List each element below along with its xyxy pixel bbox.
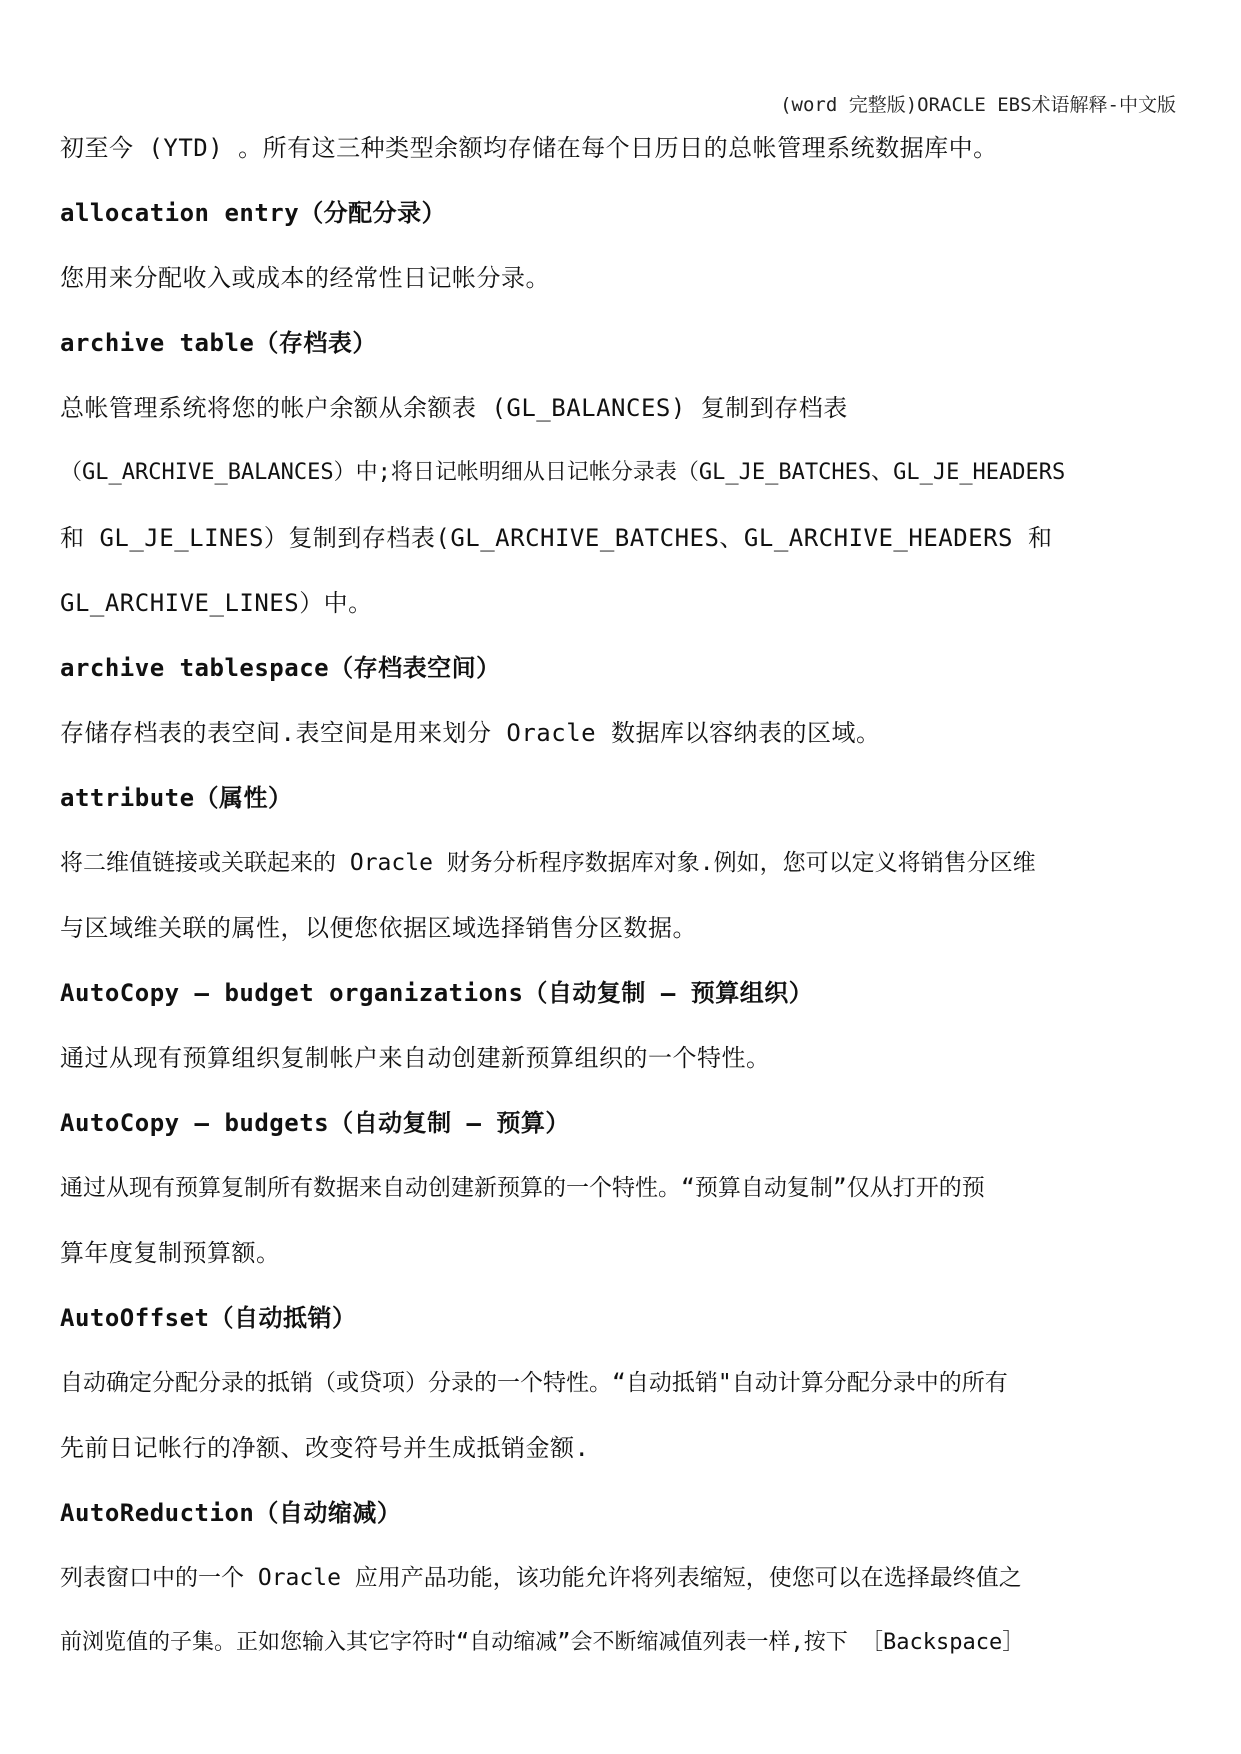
term-heading: archive table（存档表） — [60, 329, 377, 357]
term-heading: AutoOffset（自动抵销） — [60, 1304, 357, 1332]
paragraph-line: 总帐管理系统将您的帐户余额从余额表 (GL_BALANCES) 复制到存档表 — [60, 394, 848, 422]
paragraph-line: 将二维值链接或关联起来的 Oracle 财务分析程序数据库对象.例如，您可以定义将销售分区维 — [60, 850, 1036, 876]
term-heading: AutoCopy – budgets（自动复制 – 预算） — [60, 1109, 570, 1137]
paragraph-line: 通过从现有预算复制所有数据来自动创建新预算的一个特性。“预算自动复制”仅从打开的预 — [60, 1175, 985, 1201]
term-heading: AutoReduction（自动缩减） — [60, 1499, 402, 1527]
page-header: (word 完整版)ORACLE EBS术语解释-中文版 — [780, 94, 1176, 116]
term-heading: archive tablespace（存档表空间） — [60, 654, 501, 682]
paragraph-line: 前浏览值的子集。正如您输入其它字符时“自动缩减”会不断缩减值列表一样,按下 ［Backspace］ — [60, 1630, 1025, 1655]
paragraph-line: 存储存档表的表空间.表空间是用来划分 Oracle 数据库以容纳表的区域。 — [60, 719, 881, 747]
paragraph-line: GL_ARCHIVE_LINES）中。 — [60, 589, 373, 617]
term-heading: AutoCopy – budget organizations（自动复制 – 预算组织） — [60, 979, 814, 1007]
paragraph-line: 算年度复制预算额。 — [60, 1239, 281, 1267]
term-heading: attribute（属性） — [60, 784, 293, 812]
paragraph-line: 与区域维关联的属性，以便您依据区域选择销售分区数据。 — [60, 914, 697, 942]
paragraph-line: （GL_ARCHIVE_BALANCES）中;将日记帐明细从日记帐分录表（GL_JE_BATCHES、GL_JE_HEADERS — [60, 460, 1066, 485]
paragraph-line: 初至今 (YTD) 。所有这三种类型余额均存储在每个日历日的总帐管理系统数据库中。 — [60, 134, 998, 162]
paragraph-line: 您用来分配收入或成本的经常性日记帐分录。 — [60, 264, 550, 292]
paragraph-line: 列表窗口中的一个 Oracle 应用产品功能，该功能允许将列表缩短，使您可以在选择最终值之 — [60, 1565, 1022, 1591]
paragraph-line: 通过从现有预算组织复制帐户来自动创建新预算组织的一个特性。 — [60, 1044, 771, 1072]
paragraph-line: 自动确定分配分录的抵销（或贷项）分录的一个特性。“自动抵销"自动计算分配分录中的所有 — [60, 1370, 1008, 1396]
paragraph-line: 和 GL_JE_LINES）复制到存档表(GL_ARCHIVE_BATCHES、GL_ARCHIVE_HEADERS 和 — [60, 524, 1053, 552]
term-heading: allocation entry（分配分录） — [60, 199, 447, 227]
paragraph-line: 先前日记帐行的净额、改变符号并生成抵销金额. — [60, 1434, 590, 1462]
document-body — [60, 128, 1185, 1688]
